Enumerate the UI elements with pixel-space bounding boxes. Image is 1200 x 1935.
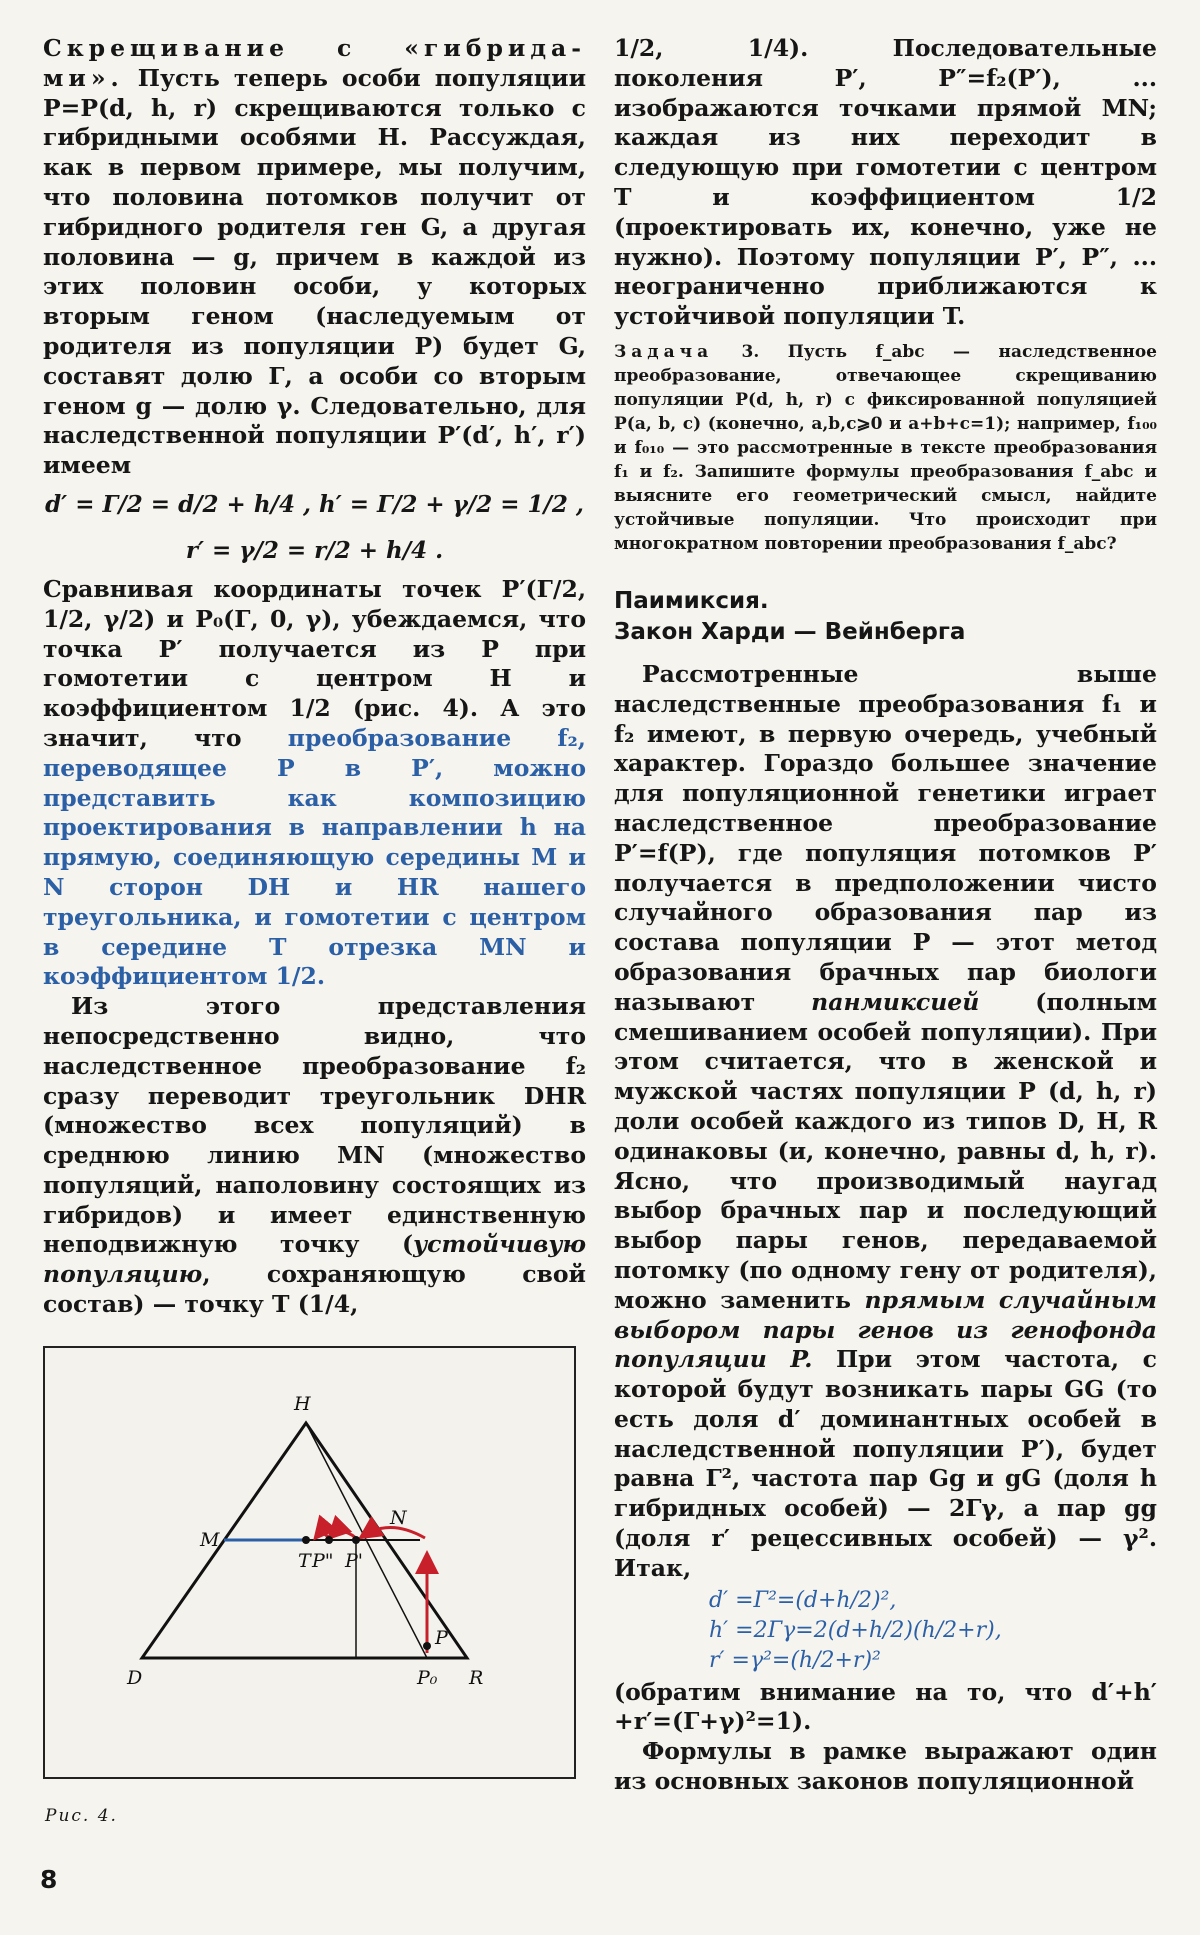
italic-term: панмиксией	[811, 987, 980, 1016]
task-text: 3. Пусть f_abc — наследственное преобразование, отвечающее скрещиванию популяции P(d, h, r) с фиксированной популяцией P(a, b, c) (конечно, a,b,c⩾0 и a+b+c=1); например, f₁₀₀ и f₀₁₀ — это рассмотренные в тексте преобразования f₁ и f₂. Запишите формулы преобразования f_abc и выясните его геометрический смысл, найдите устойчивые популяции. Что происходит при многократном повторении преобразования f_abc?	[614, 341, 1157, 554]
paragraph-generations: 1/2, 1/4). Последовательные поколения P′, P″=f₂(P′), ... изображаются точками прямой MN; каждая из них переходит в следующую при гомотетии с центром T и коэффициентом 1/2 (проектировать их, конечно, уже не нужно). Поэтому популяции P′, P″, ... неограниченно приближаются к устойчивой популяции T.	[614, 34, 1157, 331]
section-heading-hardy-weinberg: Закон Харди — Вейнберга	[614, 618, 966, 645]
figure-caption: Рис. 4.	[45, 1806, 118, 1826]
homothety-arrow-2	[331, 1531, 356, 1538]
right-column	[614, 34, 1157, 1797]
label-p-prime: P'	[345, 1550, 364, 1572]
task-label: Задача	[614, 341, 714, 362]
label-m: M	[200, 1529, 220, 1551]
point-p	[423, 1642, 431, 1650]
paragraph-text: Сравнивая координаты точек P′(Г/2, 1/2, γ/2) и P₀(Г, 0, γ), убеждаемся, что точка P′ получается из P при гомотетии с центром H и коэффициентом 1/2 (рис. 4). А это значит, что	[43, 574, 586, 752]
label-d: D	[127, 1667, 143, 1689]
point-p-prime	[352, 1536, 360, 1544]
label-h: H	[294, 1393, 311, 1415]
italic-statement: прямым случайным выбором пары генов из генофонда популяции P.	[614, 1285, 1157, 1374]
label-t: T	[298, 1550, 311, 1572]
paragraph-law: Формулы в рамке выражают один из основных законов популяционной	[614, 1737, 1157, 1796]
paragraph-text: , сохраняющую свой состав) — точку T (1/4,	[43, 1260, 586, 1319]
paragraph-note: (обратим внимание на то, что d′+h′+r′=(Г+γ)²=1).	[614, 1677, 1157, 1736]
paragraph-text: При этом частота, с которой будут возникать пары GG (то есть доля d′ доминантных особей в наследственной популяции P′), будет равна Г², частота пар Gg и gG (доля h гибридных особей) — 2Гγ, а пар gg (доля r′ рецессивных особей) — γ². Итак,	[614, 1345, 1157, 1582]
label-p: P	[435, 1627, 448, 1649]
section-heading-panmixia: Паимиксия.	[614, 587, 769, 614]
left-column	[43, 34, 586, 1320]
paragraph-text: Пусть теперь особи популяции P=P(d, h, r) скрещиваются только с гибридными особями H. Рассуждая, как в первом примере, мы получим, что половина потомков получит от гибридного родителя ген G, а другая половина — g, причем в каждой из этих половин особи, у которых вторым геном (наследуемым от родителя из популяции P) будет G, составят долю Г, а особи со вторым геном g — долю γ. Следовательно, для наследственной популяции P′(d′, h′, r′) имеем	[43, 63, 586, 480]
point-p-double-prime	[325, 1536, 333, 1544]
point-t	[302, 1536, 310, 1544]
paragraph-compare	[43, 575, 586, 992]
paragraph-representation	[43, 992, 586, 1320]
paragraph-text: (полным смешиванием особей популяции). При этом считается, что в женской и мужской частях популяции P (d, h, r) доли особей каждого из типов D, H, R одинаковы (и, конечно, равны d, h, r). Ясно, что производимый наугад выбор брачных пар и последующий выбор пары генов, передаваемой потомку (по одному гену от родителя), можно заменить	[614, 987, 1157, 1314]
italic-term: устойчивую популяцию	[43, 1230, 586, 1289]
page-number: 8	[40, 1865, 58, 1894]
paragraph-crossing-hybrids	[43, 34, 586, 481]
hardy-weinberg-formulas	[614, 1586, 1157, 1676]
label-p0: P₀	[417, 1667, 438, 1689]
figure-4-triangle	[43, 1346, 576, 1779]
paragraph-text: Рассмотренные выше наследственные преобразования f₁ и f₂ имеют, в первую очередь, учебный характер. Гораздо большее значение для популяционной генетики играет наследственное преобразование P′=f(P), где популяция потомков P′ получается в предположении чисто случайного образования пар из состава популяции P — этот метод образования брачных пар биологи называют	[614, 659, 1157, 1016]
paragraph-text: Из этого представления непосредственно видно, что наследственное преобразование f₂ сразу переводит треугольник DHR (множество всех популяций) в среднюю линию MN (множество популяций, наполовину состоящих из гибридов) и имеет единственную неподвижную точку (	[43, 992, 586, 1259]
task-3	[614, 340, 1157, 556]
formula-d-h: d′ = Г/2 = d/2 + h/4 , h′ = Г/2 + γ/2 = 1/2 ,	[45, 490, 584, 518]
formula-d-prime: d′ =Г²=(d+h/2)²,	[709, 1587, 897, 1613]
homothety-arrow-1	[363, 1527, 425, 1538]
section-lead: Скрещивание с «гибрида-ми».	[43, 34, 586, 92]
formula-r: r′ = γ/2 = r/2 + h/4 .	[185, 536, 444, 564]
paragraph-panmixia	[614, 660, 1157, 1584]
formula-r-prime: r′ =γ²=(h/2+r)²	[709, 1647, 881, 1673]
label-n: N	[390, 1507, 407, 1529]
label-p-double-prime: P"	[312, 1550, 334, 1572]
highlighted-statement: преобразование f₂, переводящее P в P′, можно представить как композицию проектирования в направлении h на прямую, соединяющую середины M и N сторон DH и HR нашего треугольника, и гомотетии с центром в середине T отрезка MN и коэффициентом 1/2.	[43, 723, 586, 991]
formula-h-prime: h′ =2Гγ=2(d+h/2)(h/2+r),	[709, 1617, 1002, 1643]
triangle-diagram	[45, 1348, 574, 1777]
label-r: R	[469, 1667, 484, 1689]
